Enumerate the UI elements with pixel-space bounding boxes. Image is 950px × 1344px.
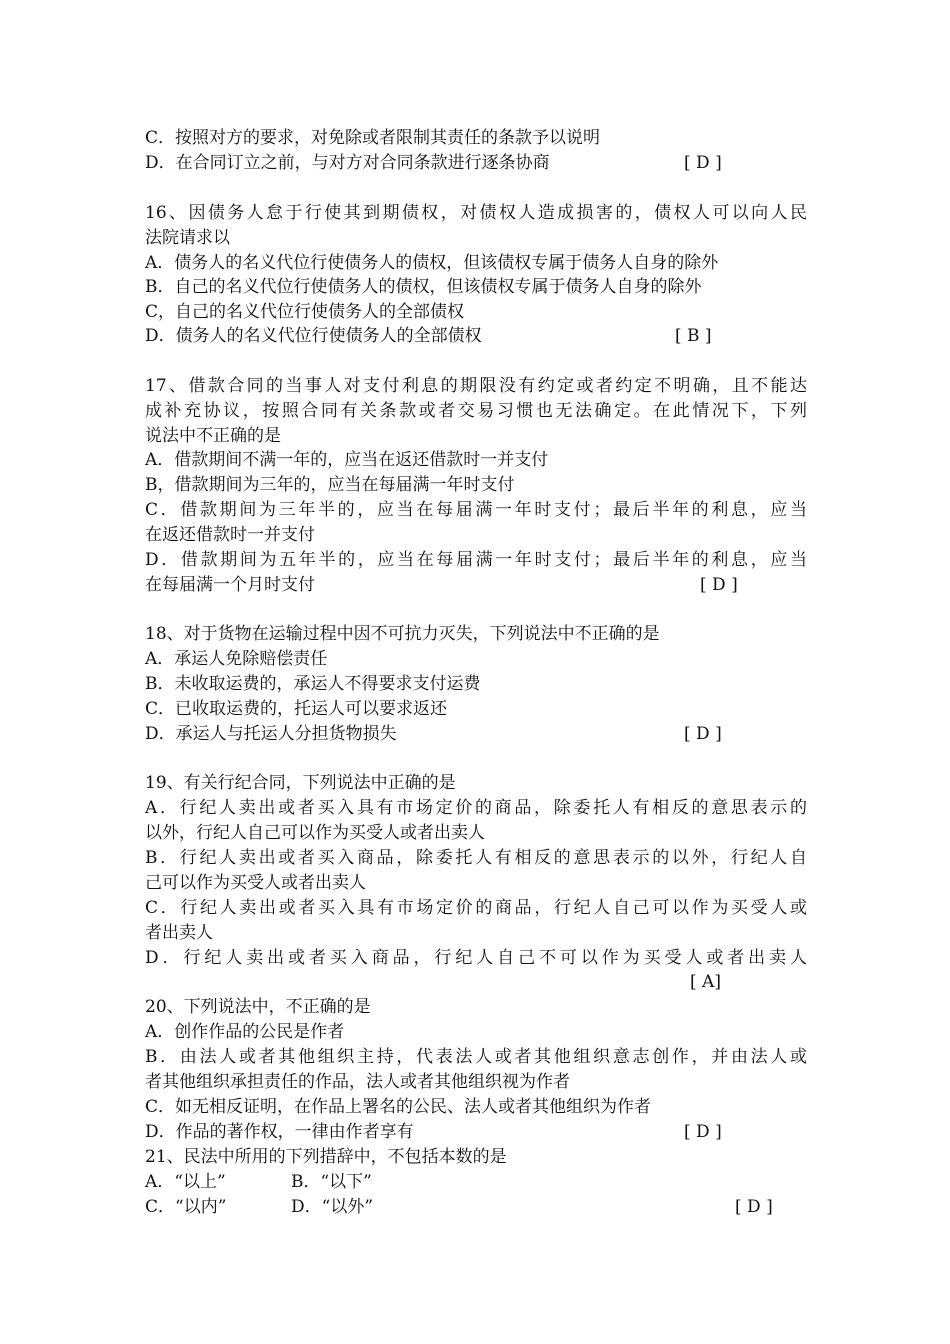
- q21-option-c: C．“以内”: [145, 1197, 227, 1217]
- q18-option-a: A．承运人免除赔偿责任: [145, 649, 328, 669]
- q17-option-c-line-1: C．借款期间为三年半的，应当在每届满一年时支付；最后半年的利息，应当: [145, 500, 807, 520]
- q20-option-b-line-1: B．由法人或者其他组织主持，代表法人或者其他组织意志创作，并由法人或: [145, 1047, 807, 1067]
- q19-option-d: D．行纪人卖出或者买入商品，行纪人自己不可以作为买受人或者出卖人: [145, 948, 807, 968]
- q17-option-d-line-2: 在每届满一个月时支付: [145, 575, 315, 595]
- q16-stem-line-1: 16、因债务人怠于行使其到期债权，对债权人造成损害的，债权人可以向人民: [145, 203, 807, 223]
- q16-option-a: A．债务人的名义代位行使债务人的债权，但该债权专属于债务人自身的除外: [145, 253, 719, 273]
- q19-option-c-line-1: C．行纪人卖出或者买入具有市场定价的商品，行纪人自己可以作为买受人或: [145, 898, 807, 918]
- q18-option-d: D．承运人与托运人分担货物损失: [145, 724, 397, 744]
- q16-option-b: B．自己的名义代位行使债务人的债权，但该债权专属于债务人自身的除外: [145, 277, 702, 297]
- q21-option-d: D．“以外”: [291, 1197, 374, 1217]
- q16-stem-line-2: 法院请求以: [145, 228, 230, 248]
- q15-option-c: C．按照对方的要求，对免除或者限制其责任的条款予以说明: [145, 128, 601, 148]
- q19-option-b-line-1: B．行纪人卖出或者买入商品，除委托人有相反的意思表示的以外，行纪人自: [145, 848, 807, 868]
- q20-option-b-line-2: 者其他组织承担责任的作品，法人或者其他组织视为作者: [145, 1072, 570, 1092]
- q20-option-a: A．创作作品的公民是作者: [145, 1022, 345, 1042]
- q19-stem: 19、有关行纪合同，下列说法中正确的是: [145, 773, 456, 793]
- q20-option-d: D．作品的著作权，一律由作者享有: [145, 1122, 414, 1142]
- q21-option-b: B．“以下”: [291, 1172, 372, 1192]
- q20-option-c: C．如无相反证明，在作品上署名的公民、法人或者其他组织为作者: [145, 1097, 652, 1117]
- q17-answer: [ D ]: [700, 575, 738, 595]
- q19-option-a-line-2: 以外，行纪人自己可以作为买受人或者出卖人: [145, 823, 485, 843]
- q15-option-d: D．在合同订立之前，与对方对合同条款进行逐条协商: [145, 153, 550, 173]
- q20-answer: [ D ]: [684, 1122, 722, 1142]
- q18-stem: 18、对于货物在运输过程中因不可抗力灭失，下列说法中不正确的是: [145, 624, 660, 644]
- q16-answer: [ B ]: [675, 326, 712, 346]
- q17-stem-line-3: 说法中不正确的是: [145, 426, 281, 446]
- q19-answer: [ A]: [690, 972, 721, 992]
- q17-option-d-line-1: D．借款期间为五年半的，应当在每届满一年时支付；最后半年的利息，应当: [145, 550, 807, 570]
- q19-option-a-line-1: A．行纪人卖出或者买入具有市场定价的商品，除委托人有相反的意思表示的: [145, 798, 807, 818]
- q19-option-c-line-2: 者出卖人: [145, 923, 213, 943]
- q16-option-c: C，自己的名义代位行使债务人的全部债权: [145, 302, 465, 322]
- q17-option-a: A．借款期间不满一年的，应当在返还借款时一并支付: [145, 450, 549, 470]
- q18-answer: [ D ]: [684, 724, 722, 744]
- q19-option-b-line-2: 己可以作为买受人或者出卖人: [145, 873, 366, 893]
- q21-option-a: A．“以上”: [145, 1172, 226, 1192]
- q17-stem-line-2: 成补充协议，按照合同有关条款或者交易习惯也无法确定。在此情况下，下列: [145, 401, 807, 421]
- q17-option-c-line-2: 在返还借款时一并支付: [145, 525, 315, 545]
- q18-option-c: C．已收取运费的，托运人可以要求返还: [145, 699, 448, 719]
- q20-stem: 20、下列说法中，不正确的是: [145, 997, 371, 1017]
- q21-answer: [ D ]: [735, 1197, 773, 1217]
- q18-option-b: B．未收取运费的，承运人不得要求支付运费: [145, 674, 481, 694]
- q16-option-d: D．债务人的名义代位行使债务人的全部债权: [145, 326, 482, 346]
- q17-stem-line-1: 17、借款合同的当事人对支付利息的期限没有约定或者约定不明确，且不能达: [145, 376, 807, 396]
- q15-answer: [ D ]: [684, 153, 722, 173]
- q17-option-b: B，借款期间为三年的，应当在每届满一年时支付: [145, 475, 515, 495]
- q21-stem: 21、民法中所用的下列措辞中，不包括本数的是: [145, 1147, 507, 1167]
